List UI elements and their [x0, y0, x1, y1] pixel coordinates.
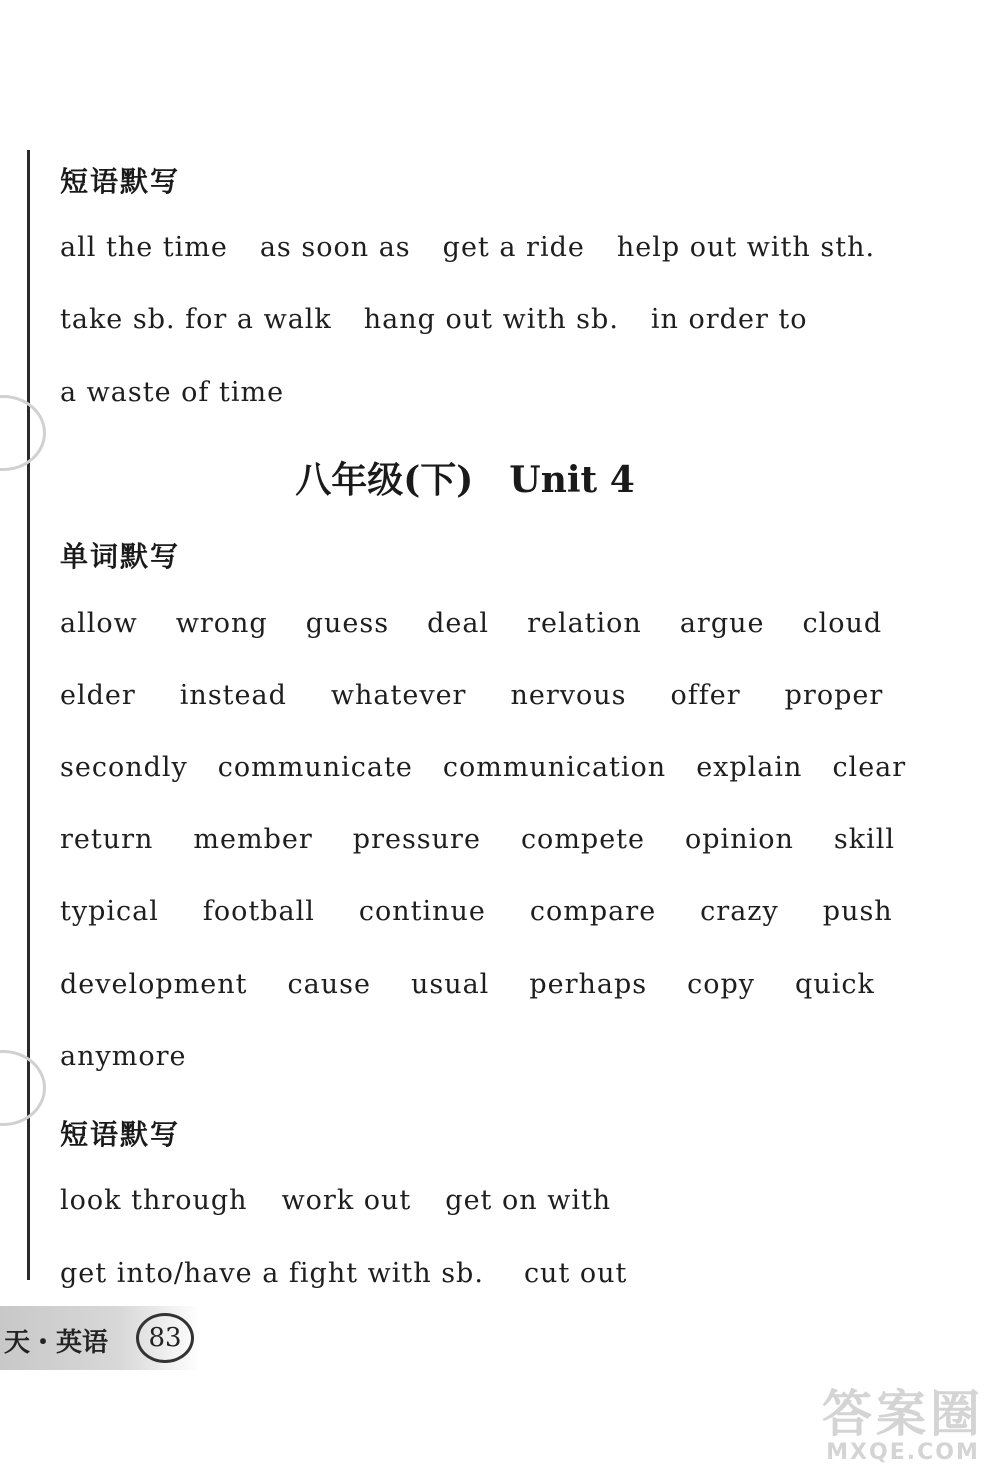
word: elder: [60, 680, 136, 711]
word: anymore: [60, 1041, 187, 1072]
phrase: look through: [60, 1185, 248, 1216]
word: wrong: [175, 608, 268, 639]
word: football: [202, 896, 315, 927]
word: relation: [527, 608, 642, 639]
word: communicate: [217, 752, 413, 783]
word: usual: [410, 969, 490, 1000]
word-line-2: [60, 680, 883, 711]
page-number: 83: [136, 1313, 194, 1363]
word: compete: [520, 824, 646, 855]
section-heading-phrases-1: 短语默写: [60, 165, 181, 198]
word: skill: [833, 824, 895, 855]
word: whatever: [330, 680, 467, 711]
word: deal: [427, 608, 490, 639]
word: push: [822, 896, 893, 927]
section-heading-phrases-2: 短语默写: [60, 1118, 181, 1151]
phrase: in order to: [650, 304, 808, 335]
word: crazy: [700, 896, 779, 927]
word: clear: [832, 752, 907, 783]
footer-label: 天・英语: [4, 1328, 109, 1358]
word: cause: [287, 969, 371, 1000]
phrase: get into/have a fight with sb.: [60, 1258, 484, 1289]
word: compare: [529, 896, 657, 927]
word-line-4: [60, 824, 895, 855]
word: quick: [795, 969, 875, 1000]
phrase: as soon as: [259, 232, 411, 263]
word-line-7: [60, 1041, 186, 1072]
phrase: hang out with sb.: [363, 304, 619, 335]
word: member: [193, 824, 313, 855]
word: explain: [696, 752, 803, 783]
phrase: work out: [281, 1185, 412, 1216]
phrase-line-4: [60, 1185, 611, 1216]
word: communication: [442, 752, 667, 783]
word-line-5: [60, 896, 893, 927]
bleed-through-mark: [0, 1050, 46, 1126]
word: offer: [670, 680, 741, 711]
word: copy: [687, 969, 756, 1000]
phrase-line-3: [60, 377, 284, 408]
word: allow: [60, 608, 138, 639]
phrase: take sb. for a walk: [60, 304, 332, 335]
watermark-text: 答案圈: [822, 1385, 984, 1443]
section-heading-words: 单词默写: [60, 540, 181, 573]
word: opinion: [685, 824, 794, 855]
phrase: get a ride: [442, 232, 585, 263]
watermark-logo: [822, 1385, 984, 1465]
phrase: help out with sth.: [616, 232, 876, 263]
phrase: all the time: [60, 232, 228, 263]
word: return: [60, 824, 154, 855]
word-line-1: [60, 608, 882, 639]
phrase: get on with: [445, 1185, 612, 1216]
word: instead: [179, 680, 287, 711]
unit-title: 八年级(下) Unit 4: [295, 459, 635, 501]
word: typical: [60, 896, 159, 927]
word: argue: [679, 608, 765, 639]
word: perhaps: [529, 969, 648, 1000]
word: nervous: [510, 680, 627, 711]
word: proper: [784, 680, 884, 711]
word: guess: [305, 608, 390, 639]
phrase: cut out: [523, 1258, 628, 1289]
word: secondly: [60, 752, 188, 783]
word: continue: [358, 896, 486, 927]
word: pressure: [352, 824, 481, 855]
phrase-line-1: [60, 232, 875, 263]
word: development: [60, 969, 248, 1000]
phrase-line-5: [60, 1258, 627, 1289]
word-line-6: [60, 969, 875, 1000]
phrase-line-2: [60, 304, 808, 335]
watermark-url: MXQE.COM: [826, 1440, 980, 1465]
word-line-3: [60, 752, 906, 783]
phrase: a waste of time: [60, 377, 285, 408]
word: cloud: [802, 608, 883, 639]
